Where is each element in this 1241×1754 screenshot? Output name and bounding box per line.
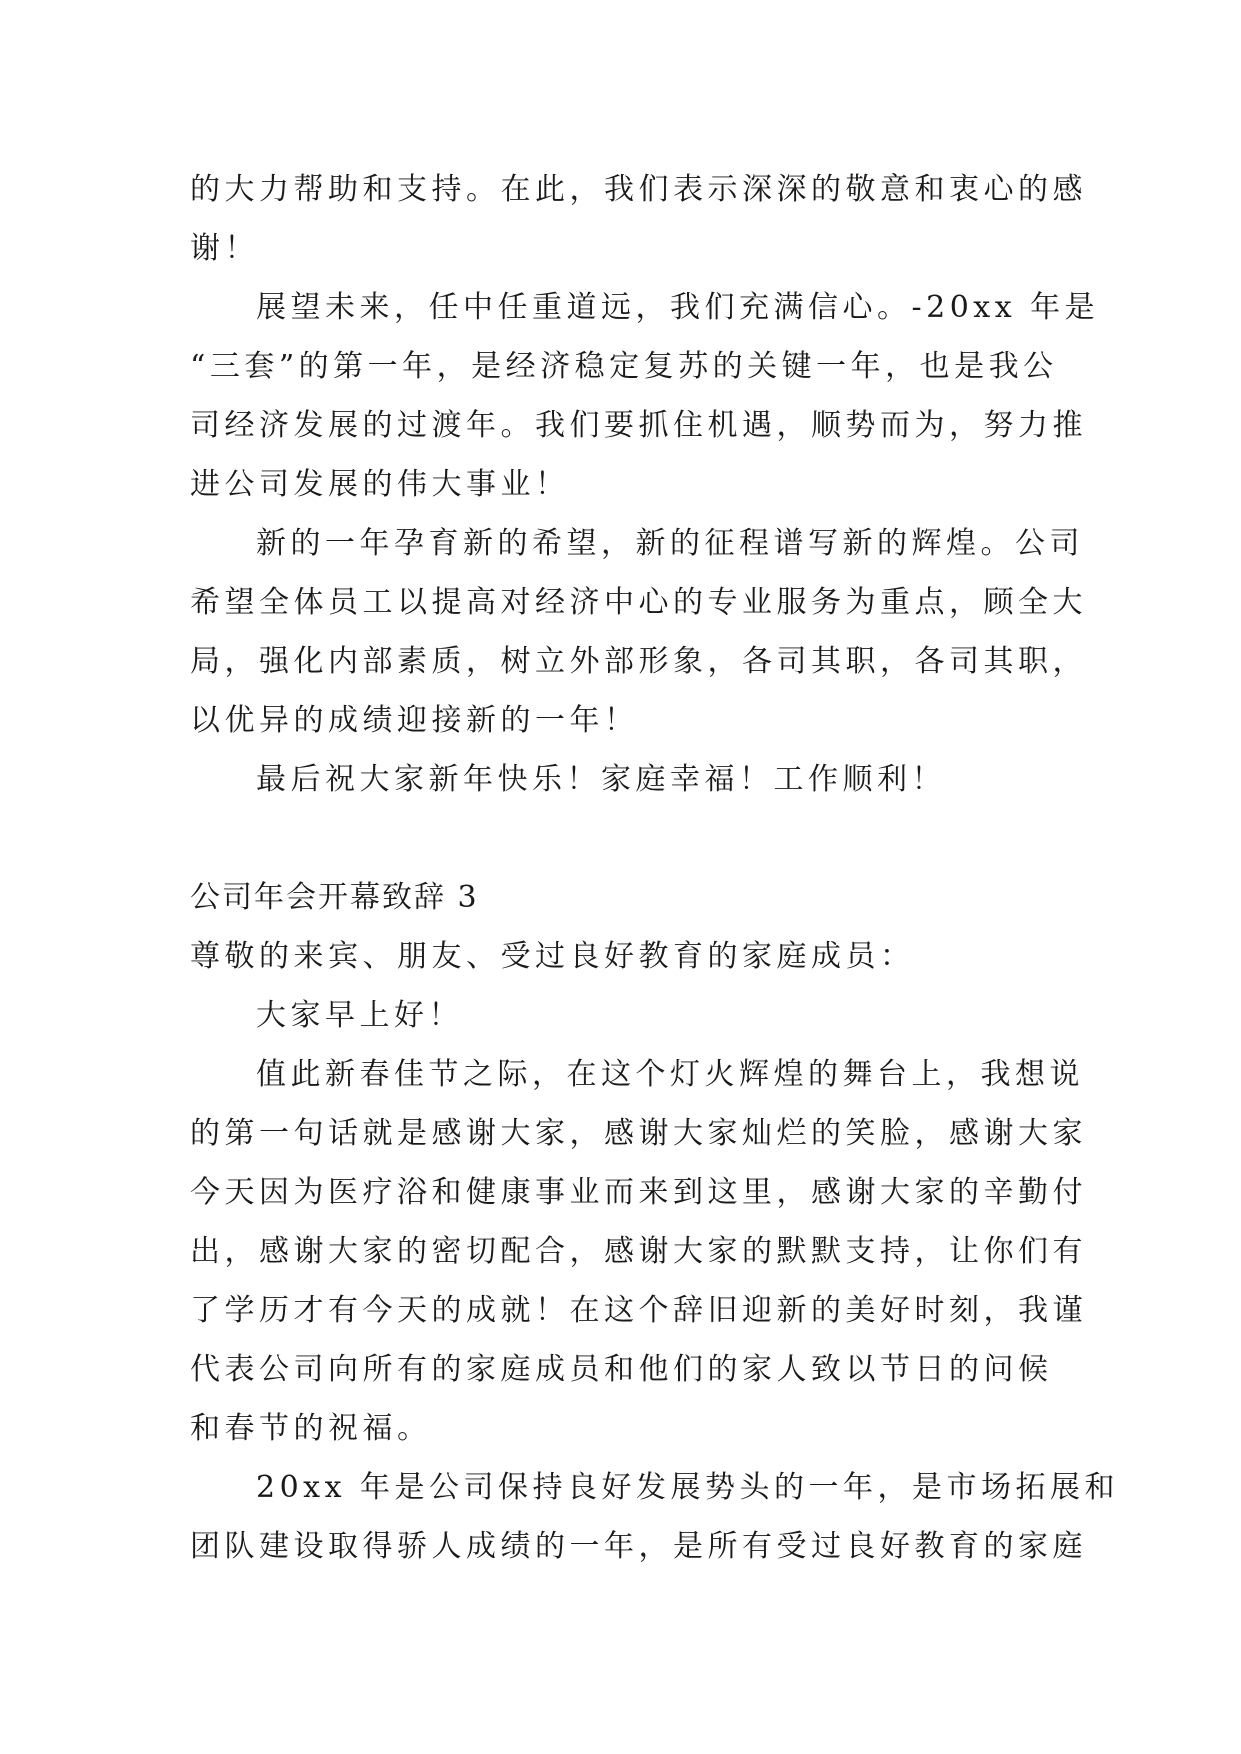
text-line: 了学历才有今天的成就！在这个辞旧迎新的美好时刻，我谨 xyxy=(190,1293,1087,1328)
text-line: 展望未来，任中任重道远，我们充满信心。-20xx 年是 xyxy=(256,290,1100,325)
text-line: 团队建设取得骄人成绩的一年，是所有受过良好教育的家庭 xyxy=(190,1529,1087,1564)
paragraph-thanks xyxy=(190,160,1087,278)
text-line: 的第一句话就是感谢大家，感谢大家灿烂的笑脸，感谢大家 xyxy=(190,1116,1087,1151)
text-line: 今天因为医疗浴和健康事业而来到这里，感谢大家的辛勤付 xyxy=(190,1175,1087,1210)
text-line: 的大力帮助和支持。在此，我们表示深深的敬意和衷心的感 xyxy=(190,172,1087,207)
text-line: 希望全体员工以提高对经济中心的专业服务为重点，顾全大 xyxy=(190,585,1087,620)
text-line: 以优异的成绩迎接新的一年！ xyxy=(190,703,639,738)
text-line: 新的一年孕育新的希望，新的征程谱写新的辉煌。公司 xyxy=(256,526,1084,561)
paragraph-year-review xyxy=(190,1458,1120,1576)
paragraph-gratitude xyxy=(190,1045,1087,1458)
text-line: “三套”的第一年，是经济稳定复苏的关键一年，也是我公 xyxy=(190,349,1058,384)
section-title: 公司年会开幕致辞 3 xyxy=(190,880,479,915)
text-line: 最后祝大家新年快乐！家庭幸福！工作顺利！ xyxy=(256,762,946,797)
text-line: 司经济发展的过渡年。我们要抓住机遇，顺势而为，努力推 xyxy=(190,408,1087,443)
text-line: 局，强化内部素质，树立外部形象，各司其职，各司其职， xyxy=(190,644,1087,679)
document-body xyxy=(190,160,1120,1576)
greeting: 大家早上好！ xyxy=(256,998,463,1033)
paragraph-new-year-hopes xyxy=(190,514,1087,750)
salutation: 尊敬的来宾、朋友、受过良好教育的家庭成员： xyxy=(190,939,915,974)
text-line: 进公司发展的伟大事业！ xyxy=(190,467,570,502)
paragraph-outlook xyxy=(190,278,1100,514)
text-line: 和春节的祝福。 xyxy=(190,1411,432,1446)
section-spacer xyxy=(190,809,1070,868)
paragraph-closing-wishes xyxy=(190,750,1070,809)
text-line: 值此新春佳节之际，在这个灯火辉煌的舞台上，我想说 xyxy=(256,1057,1084,1092)
text-line: 20xx 年是公司保持良好发展势头的一年，是市场拓展和 xyxy=(256,1470,1120,1505)
text-line: 出，感谢大家的密切配合，感谢大家的默默支持，让你们有 xyxy=(190,1234,1087,1269)
text-line: 代表公司向所有的家庭成员和他们的家人致以节日的问候 xyxy=(190,1352,1053,1387)
text-line: 谢！ xyxy=(190,231,259,266)
